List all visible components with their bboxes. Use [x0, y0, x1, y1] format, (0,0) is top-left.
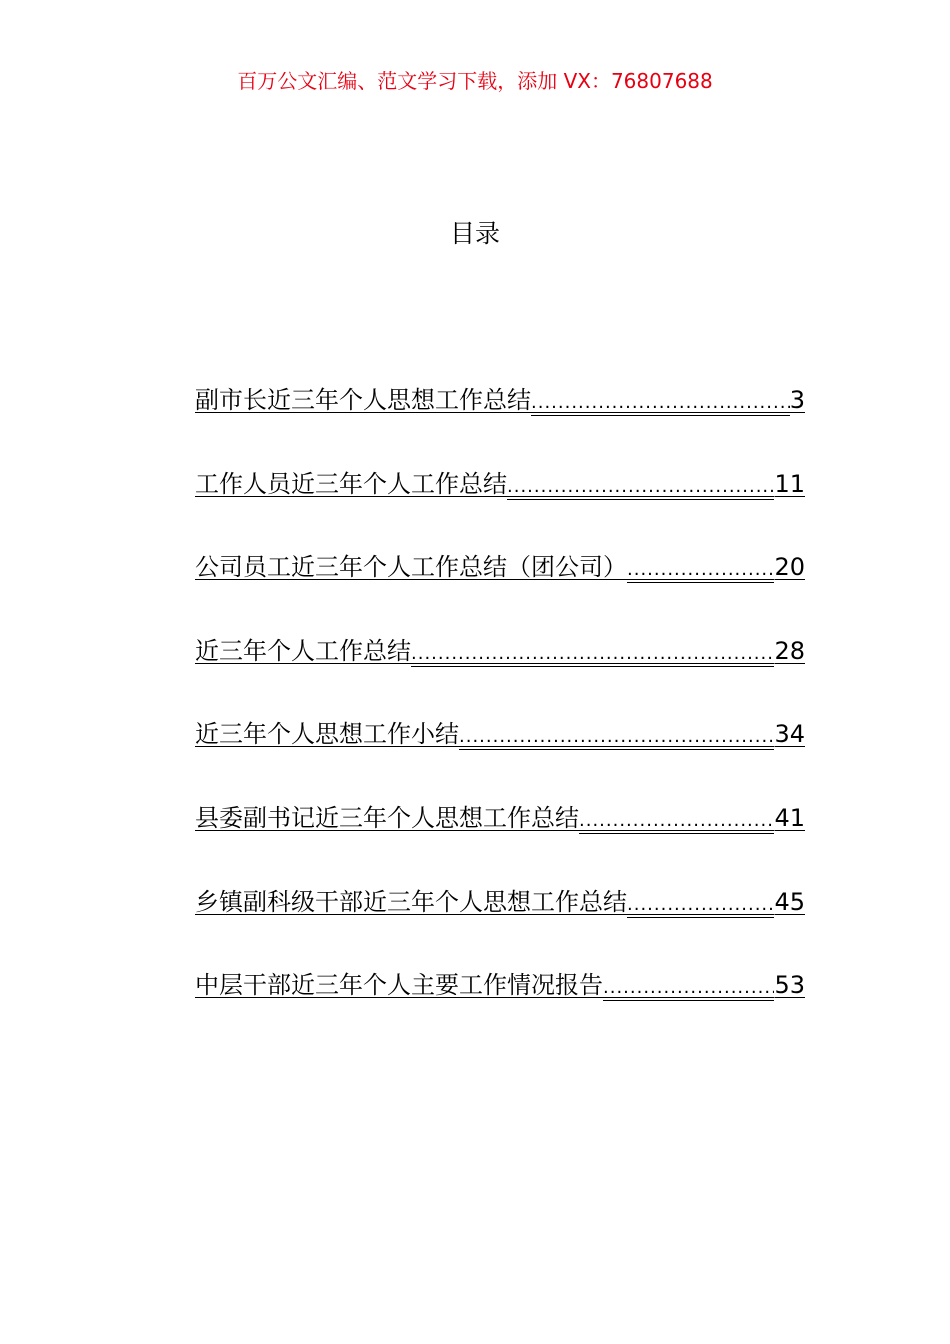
table-of-contents: [195, 380, 805, 1049]
toc-dot-leader: [603, 968, 774, 1008]
toc-entry[interactable]: [195, 798, 805, 882]
toc-entry[interactable]: [195, 714, 805, 798]
toc-entry[interactable]: [195, 380, 805, 464]
toc-entry-title: 乡镇副科级干部近三年个人思想工作总结: [195, 887, 627, 916]
toc-entry-title: 近三年个人工作总结: [195, 636, 411, 665]
toc-entry[interactable]: [195, 965, 805, 1049]
toc-entry-page: 3: [789, 386, 805, 414]
toc-entry-page: 34: [774, 720, 805, 749]
toc-entry-title: 公司员工近三年个人工作总结（团公司）: [195, 553, 627, 582]
toc-dot-leader: [411, 634, 774, 674]
toc-entry[interactable]: [195, 882, 805, 966]
toc-entry[interactable]: [195, 547, 805, 631]
toc-entry-page: 20: [774, 553, 805, 582]
toc-dot-leader: [579, 801, 774, 841]
toc-entry-title: 副市长近三年个人思想工作总结: [195, 386, 531, 414]
toc-entry-page: 53: [774, 971, 805, 1000]
toc-dot-leader: [531, 383, 790, 423]
toc-entry-page: 41: [774, 803, 805, 832]
toc-entry-title: 工作人员近三年个人工作总结: [195, 469, 507, 498]
toc-entry-page: 28: [774, 636, 805, 665]
toc-entry-page: 45: [774, 887, 805, 916]
toc-entry-title: 近三年个人思想工作小结: [195, 720, 459, 749]
toc-title: 目录: [449, 219, 500, 248]
toc-dot-leader: [507, 467, 774, 507]
toc-dot-leader: [627, 550, 774, 590]
toc-entry-title: 县委副书记近三年个人思想工作总结: [195, 803, 579, 832]
toc-entry[interactable]: [195, 631, 805, 715]
header-note: 百万公文汇编、范文学习下载，添加 VX：76807688: [237, 69, 713, 93]
toc-entry-page: 11: [774, 469, 805, 498]
toc-entry[interactable]: [195, 464, 805, 548]
toc-dot-leader: [627, 885, 774, 925]
toc-entry-title: 中层干部近三年个人主要工作情况报告: [195, 971, 603, 1000]
toc-dot-leader: [459, 717, 774, 757]
